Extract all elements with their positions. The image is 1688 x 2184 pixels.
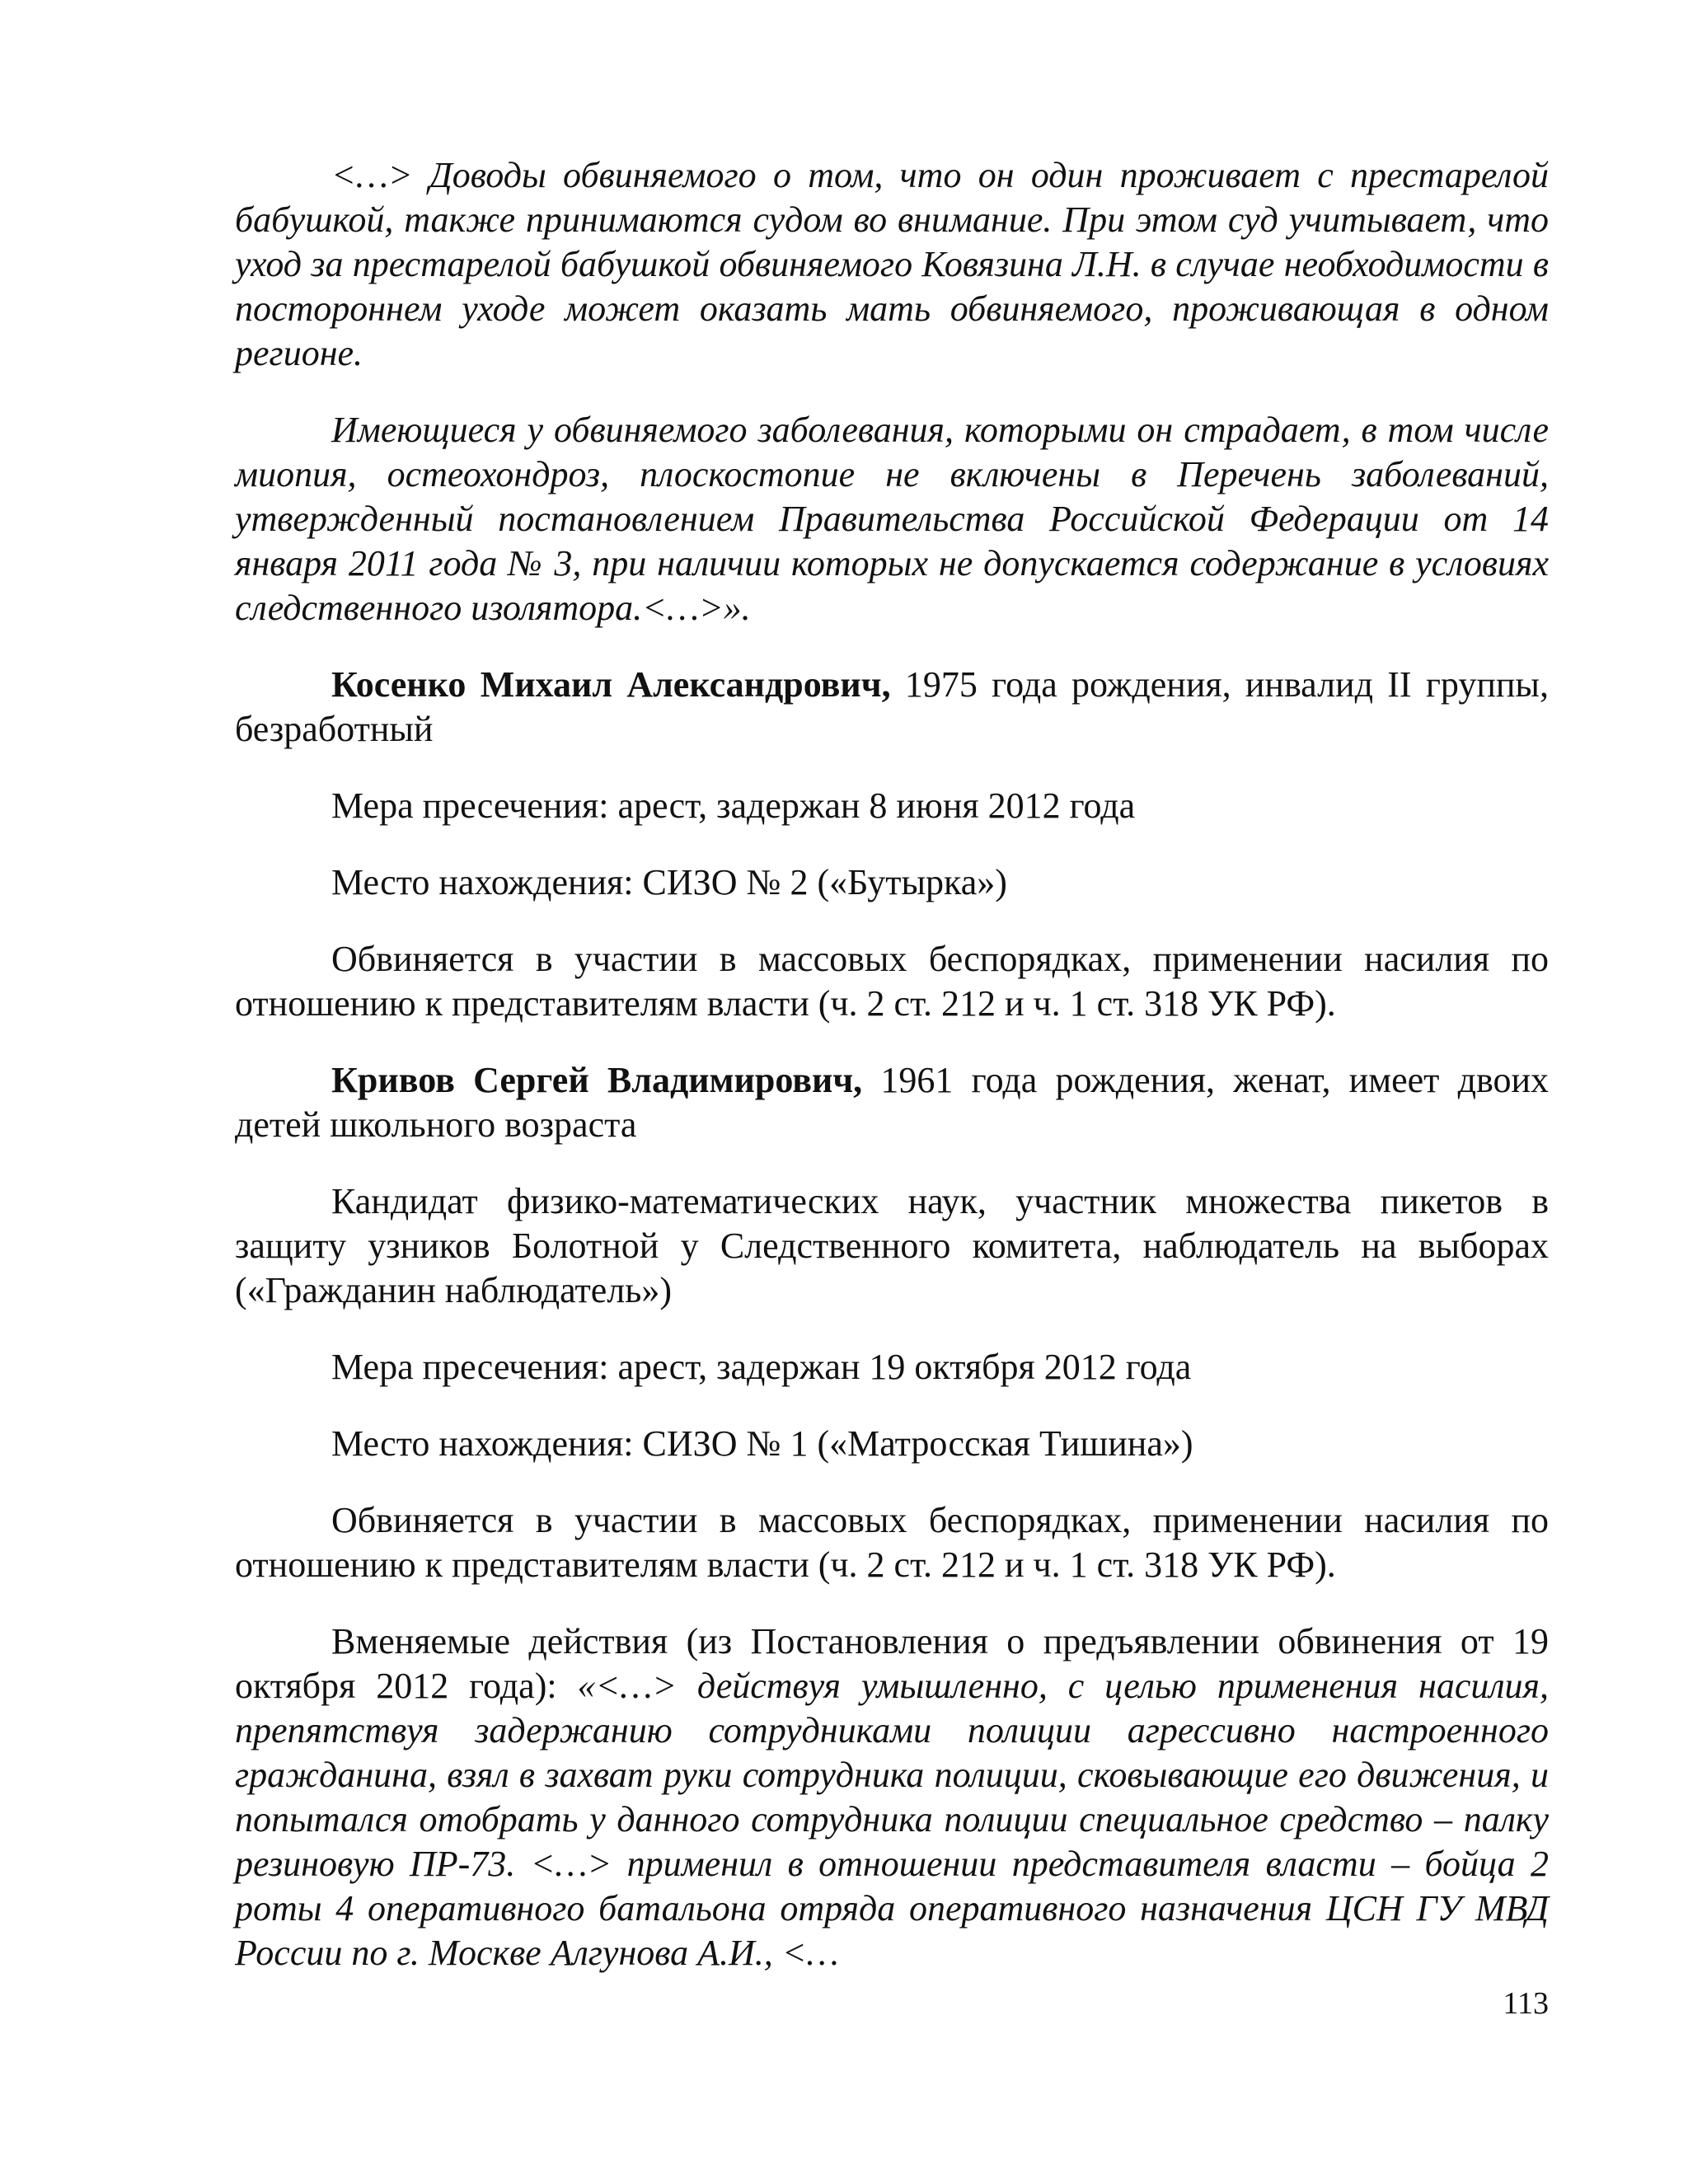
paragraph-krivov-restraint bbox=[235, 1345, 1549, 1390]
paragraph-text: Место нахождения: СИЗО № 2 («Бутырка») bbox=[331, 862, 1007, 902]
paragraph-kosenko-restraint bbox=[235, 784, 1549, 828]
paragraph-text: Имеющиеся у обвиняемого заболевания, которыми он страдает, в том числе миопия, остеохондроз, плоскостопие не включены в Перечень заболеваний, утвержденный постановлением Правительства Российской Федерации от 14 января 2011 года № 3, при наличии которых не допускается содержание в условиях следственного изолятора.<…>». bbox=[235, 410, 1549, 628]
person-name: Косенко Михаил Александрович, bbox=[331, 664, 891, 705]
paragraph-kosenko-charges bbox=[235, 937, 1549, 1026]
paragraph-text: Место нахождения: СИЗО № 1 («Матросская Тишина») bbox=[331, 1423, 1193, 1464]
paragraph-krivov-location bbox=[235, 1422, 1549, 1466]
paragraph-kosenko-intro bbox=[235, 663, 1549, 752]
paragraph-text: <…> Доводы обвиняемого о том, что он один проживает с престарелой бабушкой, также принимаются судом во внимание. При этом суд учитывает, что уход за престарелой бабушкой обвиняемого Ковязина Л.Н. в случае необходимости в постороннем уходе может оказать мать обвиняемого, проживающая в одном регионе. bbox=[235, 155, 1549, 373]
paragraph-krivov-alleged-actions bbox=[235, 1619, 1549, 1975]
paragraph-text: Вменяемые действия (из Постановления о предъявлении обвинения от 19 октября 2012 года): bbox=[235, 1621, 1549, 1706]
person-name: Кривов Сергей Владимирович, bbox=[331, 1060, 863, 1100]
person-details: 1975 года рождения, инвалид II группы, безработный bbox=[235, 664, 1549, 749]
paragraph-krivov-bio bbox=[235, 1179, 1549, 1313]
paragraph-text: Мера пресечения: арест, задержан 8 июня 2012 года bbox=[331, 785, 1136, 826]
paragraph-text: Обвиняется в участии в массовых беспорядках, применении насилия по отношению к представителям власти (ч. 2 ст. 212 и ч. 1 ст. 318 УК РФ). bbox=[235, 939, 1549, 1024]
paragraph-text: Кандидат физико-математических наук, участник множества пикетов в защиту узников Болотной у Следственного комитета, наблюдатель на выборах («Гражданин наблюдатель») bbox=[235, 1181, 1549, 1310]
document-body bbox=[235, 153, 1549, 1975]
paragraph-krivov-charges bbox=[235, 1498, 1549, 1587]
paragraph-kosenko-location bbox=[235, 860, 1549, 905]
paragraph-court-quote-diseases bbox=[235, 408, 1549, 630]
paragraph-text: Обвиняется в участии в массовых беспорядках, применении насилия по отношению к представителям власти (ч. 2 ст. 212 и ч. 1 ст. 318 УК РФ). bbox=[235, 1500, 1549, 1585]
paragraph-krivov-intro bbox=[235, 1058, 1549, 1147]
paragraph-text: Мера пресечения: арест, задержан 19 октября 2012 года bbox=[331, 1347, 1192, 1387]
person-details: 1961 года рождения, женат, имеет двоих детей школьного возраста bbox=[235, 1060, 1549, 1145]
indictment-quote: «<…> действуя умышленно, с целью применения насилия, препятствуя задержанию сотрудниками полиции агрессивно настроенного гражданина, взял в захват руки сотрудника полиции, сковывающие его движения, и попытался отобрать у данного сотрудника полиции специальное средство – палку резиновую ПР-73. <…> применил в отношении представителя власти – бойца 2 роты 4 оперативного батальона отряда оперативного назначения ЦСН ГУ МВД России по г. Москве Алгунова А.И., <… bbox=[235, 1666, 1549, 1973]
paragraph-court-quote-grandmother bbox=[235, 153, 1549, 376]
page-number: 113 bbox=[1503, 1986, 1549, 2021]
